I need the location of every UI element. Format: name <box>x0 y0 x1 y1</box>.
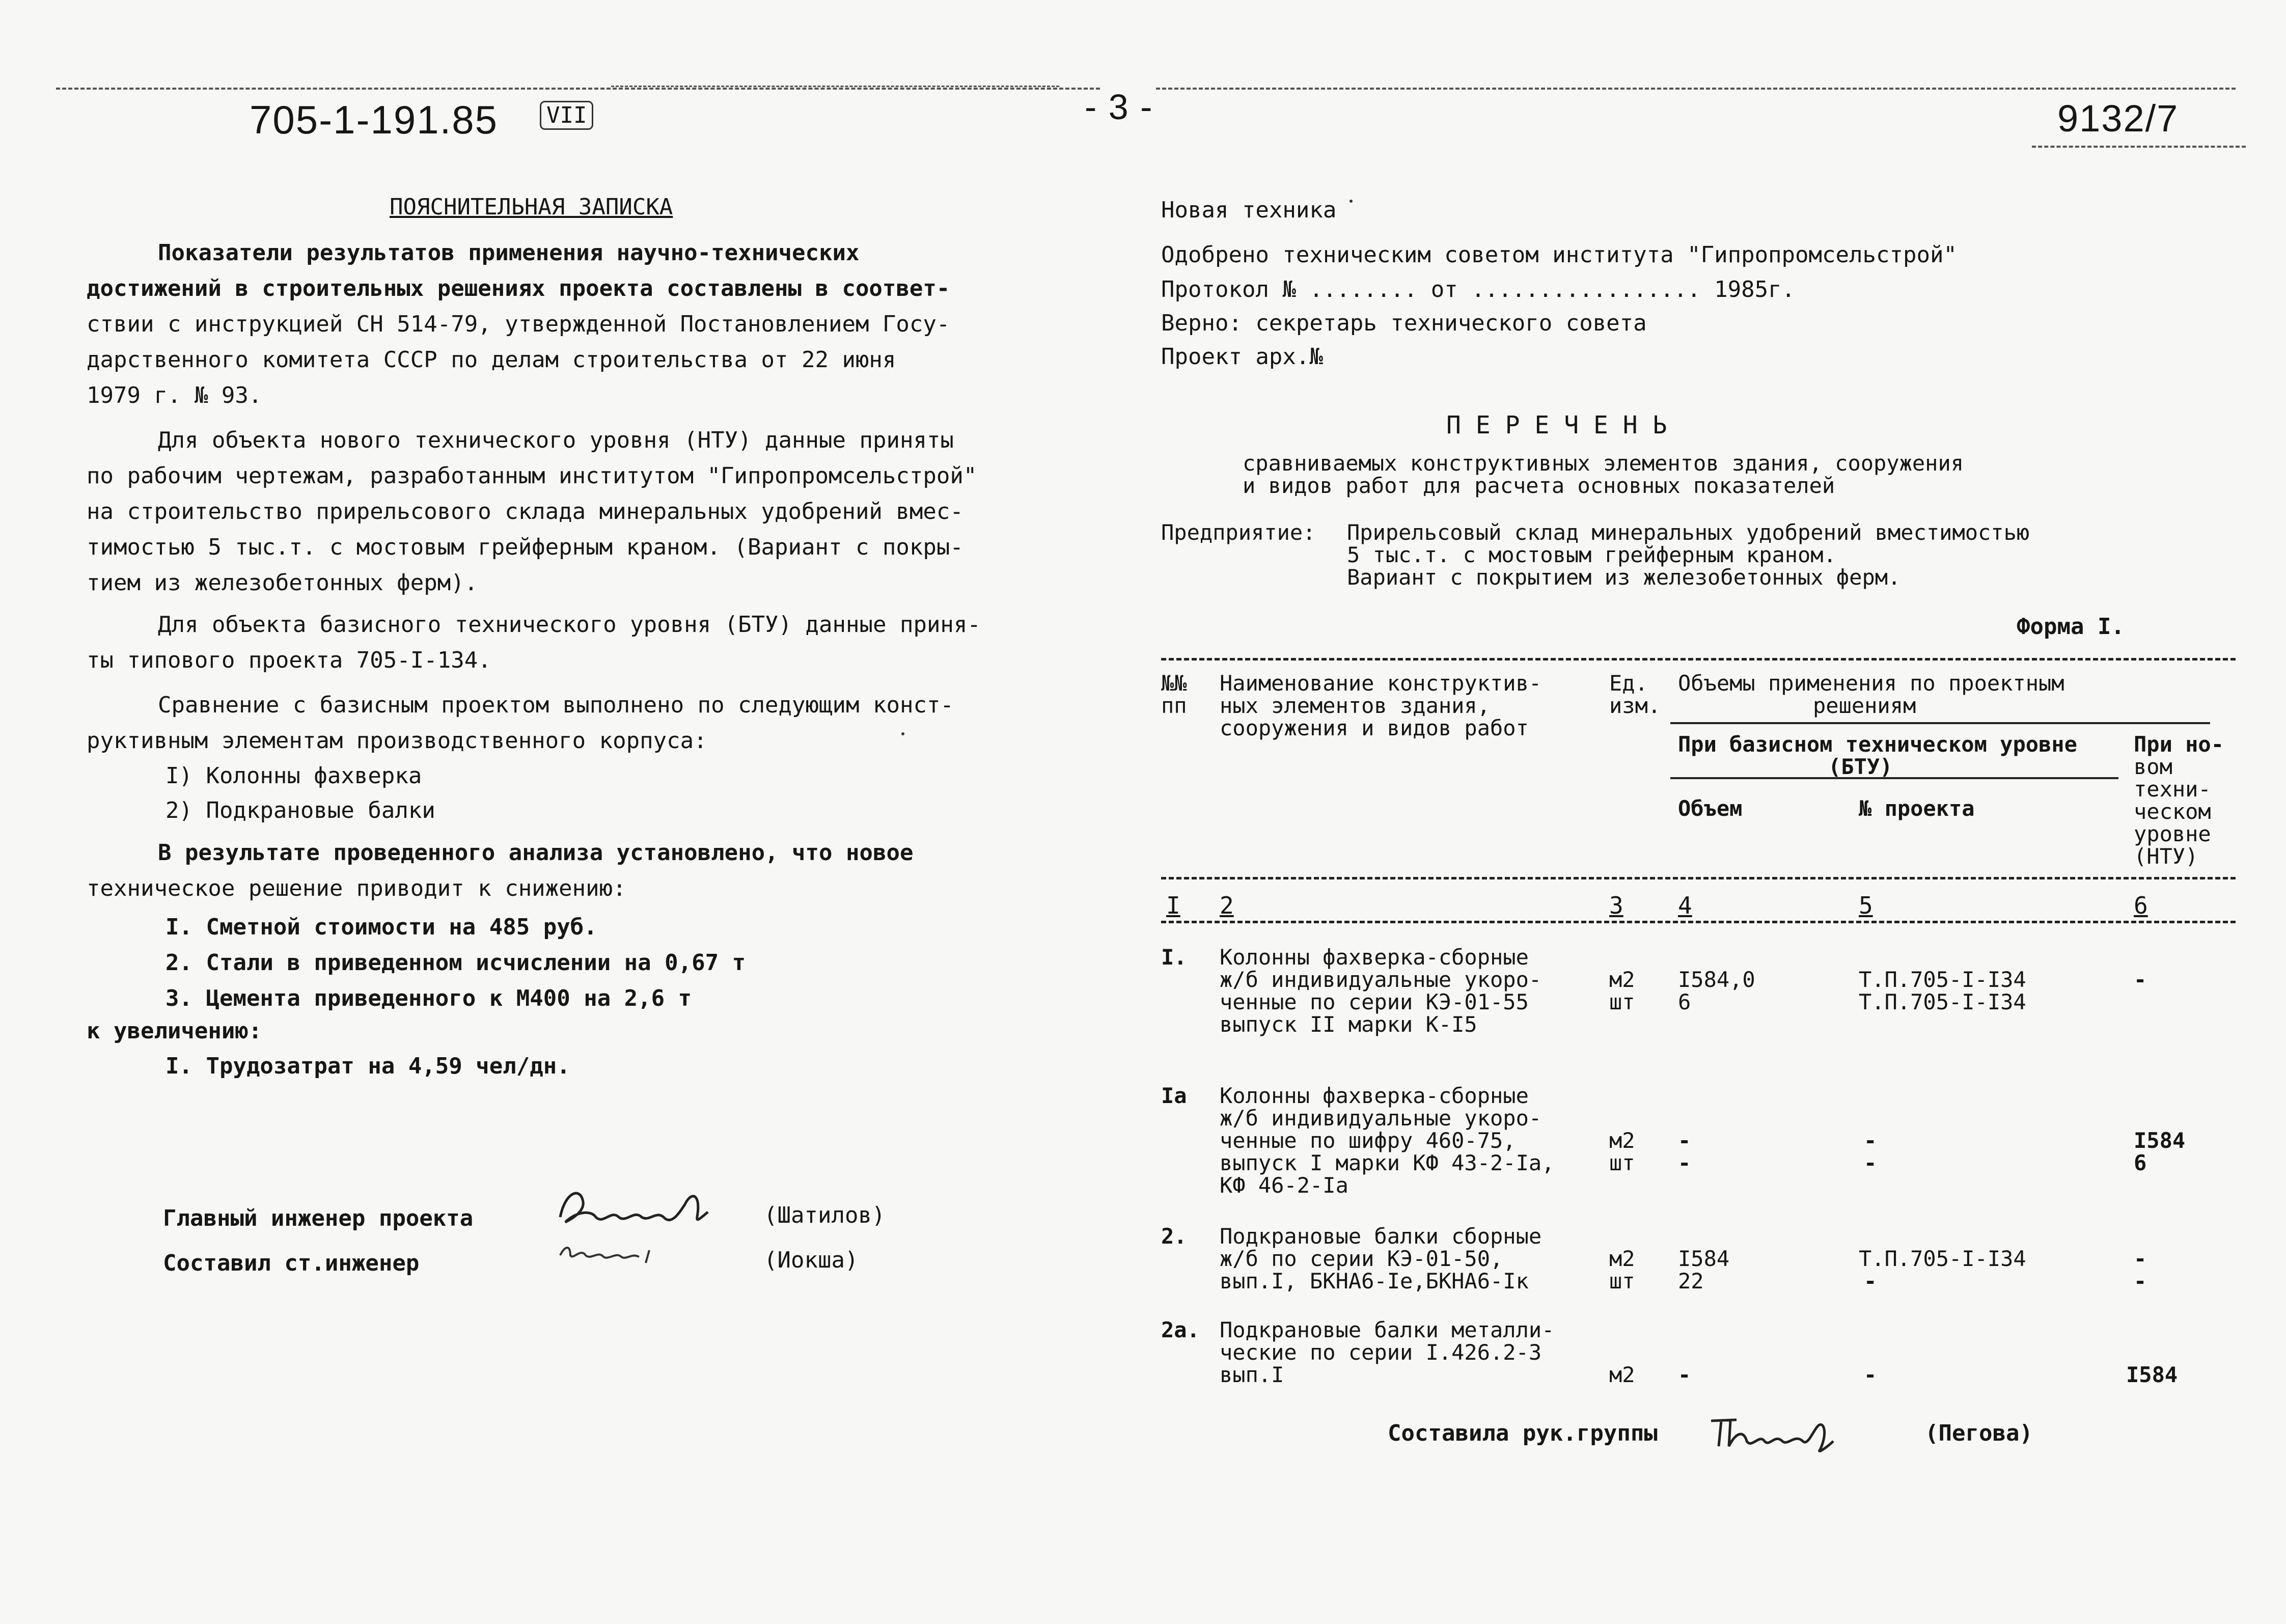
reduction-item-3: 3. Цемента приведенного к М400 на 2,6 т <box>166 985 692 1011</box>
row-num: 2а. <box>1161 1317 1200 1342</box>
list-subtitle-1: сравниваемых конструктивных элементов здания, сооружения <box>1243 451 1964 476</box>
header-rule-top <box>611 86 1059 87</box>
column-number-3: 3 <box>1609 892 1623 919</box>
btu-rule <box>1670 777 2118 779</box>
row-project: Т.П.705-I-I34 <box>1859 989 2026 1014</box>
row-name-line: выпуск I марки КФ 43-2-Iа, <box>1220 1150 1555 1175</box>
row-name-line: ж/б индивидуальные укоро- <box>1220 967 1542 992</box>
handwritten-signature-icon <box>1706 1411 1838 1456</box>
volumes-rule <box>1670 722 2210 724</box>
row-unit: м2 <box>1609 1128 1635 1153</box>
row-num: 2. <box>1161 1224 1187 1249</box>
header-name-2: ных элементов здания, <box>1220 693 1491 718</box>
reduction-item-2: 2. Стали в приведенном исчислении на 0,67 т <box>166 950 746 976</box>
column-number-5: 5 <box>1859 892 1873 919</box>
row-volume: I584,0 <box>1678 967 1755 992</box>
approval-line-3: Верно: секретарь технического совета <box>1161 310 1647 336</box>
header-rule-left <box>56 88 1100 90</box>
row-volume: 6 <box>1678 989 1691 1014</box>
row-name-line: выпуск II марки К-I5 <box>1220 1012 1477 1037</box>
row-volume: 22 <box>1678 1269 1704 1293</box>
signature-name-2: (Иокша) <box>764 1247 859 1273</box>
row-volume: I584 <box>1678 1246 1730 1271</box>
header-num-2: пп <box>1161 693 1187 718</box>
table-top-rule <box>1161 658 2236 660</box>
increase-label: к увеличению: <box>87 1018 262 1044</box>
header-project: № проекта <box>1859 796 1975 821</box>
compiler-role: Составила рук.группы <box>1388 1420 1658 1446</box>
approval-line-4: Проект арх.№ <box>1161 344 1323 370</box>
row-name-line: ченные по серии КЭ-01-55 <box>1220 989 1529 1014</box>
para4-line: Сравнение с базисным проектом выполнено по следующим конст- <box>158 692 954 718</box>
para5-line: В результате проведенного анализа установлено, что новое <box>158 840 914 866</box>
document-code: 705-1-191.85 <box>250 97 499 142</box>
row-name-line: вып.I, БКНА6-Iе,БКНА6-Iк <box>1220 1269 1529 1293</box>
column-numbers-rule <box>1161 921 2236 923</box>
header-volumes-2: решениям <box>1813 693 1916 718</box>
para2-line: на строительство прирельсового склада минеральных удобрений вмес- <box>87 499 963 525</box>
header-volume: Объем <box>1678 796 1743 821</box>
column-number-1: I <box>1166 892 1180 919</box>
row-name-line: ж/б по серии КЭ-01-50, <box>1220 1246 1503 1271</box>
increase-item-1: I. Трудозатрат на 4,59 чел/дн. <box>166 1053 570 1079</box>
reduction-item-1: I. Сметной стоимости на 485 руб. <box>166 914 597 940</box>
header-ntu-3: техни- <box>2134 777 2211 802</box>
row-name-line: ж/б индивидуальные укоро- <box>1220 1106 1542 1131</box>
header-name-3: сооружения и видов работ <box>1220 715 1529 740</box>
paragraph-4 <box>87 687 1039 759</box>
row-project: - <box>1864 1362 1877 1387</box>
column-number-2: 2 <box>1220 892 1234 919</box>
row-ntu: - <box>2134 1269 2147 1293</box>
column-number-6: 6 <box>2134 892 2148 919</box>
para2-line: тием из железобетонных ферм). <box>87 570 478 596</box>
header-volumes-1: Объемы применения по проектным <box>1678 671 2064 696</box>
row-project: Т.П.705-I-I34 <box>1859 967 2026 992</box>
para1-line: достижений в строительных решениях проекта составлены в соответ- <box>87 276 950 301</box>
compiler-name: (Пегова) <box>1925 1420 2033 1446</box>
enterprise-line-2: 5 тыс.т. с мостовым грейферным краном. <box>1347 542 1836 567</box>
page-number: - 3 - <box>1085 87 1153 127</box>
row-name-line: ческие по серии I.426.2-3 <box>1220 1340 1542 1365</box>
handwritten-signature-icon <box>555 1181 718 1237</box>
header-ntu-2: вом <box>2134 754 2172 779</box>
para4-line: руктивным элементам производственного корпуса: <box>87 728 707 754</box>
row-project: - <box>1864 1150 1877 1175</box>
paragraph-1 <box>87 235 1039 414</box>
row-unit: шт <box>1609 1269 1635 1293</box>
row-unit: шт <box>1609 989 1635 1014</box>
header-btu-1: При базисном техническом уровне <box>1678 732 2077 757</box>
row-name-line: вып.I <box>1220 1362 1284 1387</box>
list-title: П Е Р Е Ч Е Н Ь <box>1446 411 1667 439</box>
header-num-1: №№ <box>1161 671 1187 696</box>
row-project: - <box>1864 1269 1877 1293</box>
row-volume: - <box>1678 1362 1691 1387</box>
para1-line: 1979 г. № 93. <box>87 382 262 408</box>
stamp-mark <box>540 101 593 130</box>
row-ntu: I584 <box>2126 1362 2178 1387</box>
header-ntu-1: При но- <box>2134 732 2224 757</box>
table-header-bottom-rule <box>1161 877 2236 879</box>
element-item-2: 2) Подкрановые балки <box>166 797 435 823</box>
header-ntu-6: (НТУ) <box>2134 844 2198 869</box>
header-name-1: Наименование конструктив- <box>1220 671 1542 696</box>
row-ntu: - <box>2134 1246 2147 1271</box>
paragraph-5 <box>87 835 1039 906</box>
para1-line: ствии с инструкцией СН 514-79, утвержденной Постановлением Госу- <box>87 311 950 337</box>
row-unit: м2 <box>1609 1362 1635 1387</box>
signature-name-1: (Шатилов) <box>764 1202 886 1228</box>
list-subtitle-2: и видов работ для расчета основных показателей <box>1243 473 1835 498</box>
row-project: Т.П.705-I-I34 <box>1859 1246 2026 1271</box>
header-unit-2: изм. <box>1609 693 1661 718</box>
para2-line: Для объекта нового технического уровня (НТУ) данные приняты <box>158 427 954 453</box>
row-ntu: - <box>2134 967 2147 992</box>
column-number-4: 4 <box>1678 892 1692 919</box>
row-unit: м2 <box>1609 1246 1635 1271</box>
signature-role-2: Составил ст.инженер <box>163 1250 420 1276</box>
header-unit-1: Ед. <box>1609 671 1648 696</box>
signature-role-1: Главный инженер проекта <box>163 1205 474 1231</box>
row-project: - <box>1864 1128 1877 1153</box>
para3-line: ты типового проекта 705-I-134. <box>87 647 491 673</box>
enterprise-label: Предприятие: <box>1161 520 1316 545</box>
stamp-label: VII <box>540 101 593 130</box>
handwritten-initials-icon <box>555 1237 667 1268</box>
archive-number: 9132/7 <box>2057 97 2179 140</box>
form-label: Форма I. <box>2017 614 2125 640</box>
row-ntu: 6 <box>2134 1150 2147 1175</box>
para5-line: техническое решение приводит к снижению: <box>87 875 626 901</box>
approval-line-2: Протокол № ........ от ................. 1985г. <box>1161 277 1796 302</box>
signature-scribble-2 <box>555 1237 667 1270</box>
enterprise-line-1: Прирельсовый склад минеральных удобрений вместимостью <box>1347 520 2030 545</box>
approval-line-1: Одобрено техническим советом института "Гипропромсельстрой" <box>1161 242 1957 268</box>
explanatory-note-title: ПОЯСНИТЕЛЬНАЯ ЗАПИСКА <box>390 194 673 220</box>
element-item-1: I) Колонны фахверка <box>166 763 422 789</box>
row-volume: - <box>1678 1150 1691 1175</box>
new-tech-label: Новая техника <box>1161 197 1337 223</box>
para1-line: Показатели результатов применения научно-технических <box>158 240 860 266</box>
row-name-line: Подкрановые балки металли- <box>1220 1317 1555 1342</box>
scan-speck <box>1349 200 1353 203</box>
row-name-line: Колонны фахверка-сборные <box>1220 945 1529 970</box>
row-name-line: Колонны фахверка-сборные <box>1220 1083 1529 1108</box>
scan-speck <box>901 732 904 735</box>
row-num: Iа <box>1161 1083 1187 1108</box>
row-name-line: Подкрановые балки сборные <box>1220 1224 1542 1249</box>
paragraph-2 <box>87 423 1039 601</box>
header-btu-2: (БТУ) <box>1828 754 1893 779</box>
paragraph-3 <box>87 607 1039 678</box>
row-unit: м2 <box>1609 967 1635 992</box>
para3-line: Для объекта базисного технического уровня (БТУ) данные приня- <box>158 612 981 638</box>
para2-line: по рабочим чертежам, разработанным институтом "Гипропромсельстрой" <box>87 463 977 489</box>
row-name-line: КФ 46-2-Iа <box>1220 1173 1348 1198</box>
enterprise-line-3: Вариант с покрытием из железобетонных ферм. <box>1347 565 1901 590</box>
signature-scribble-1 <box>555 1181 718 1246</box>
row-unit: шт <box>1609 1150 1635 1175</box>
row-name-line: ченные по шифру 460-75, <box>1220 1128 1516 1153</box>
para1-line: дарственного комитета СССР по делам строительства от 22 июня <box>87 347 896 373</box>
compiler-signature <box>1706 1411 1838 1458</box>
row-volume: - <box>1678 1128 1691 1153</box>
header-rule-archive <box>2032 146 2246 148</box>
para2-line: тимостью 5 тыс.т. с мостовым грейферным краном. (Вариант с покры- <box>87 534 963 560</box>
header-ntu-5: уровне <box>2134 821 2211 846</box>
row-num: I. <box>1161 945 1187 970</box>
header-rule-right <box>1156 88 2236 90</box>
row-ntu: I584 <box>2134 1128 2186 1153</box>
header-ntu-4: ческом <box>2134 799 2211 824</box>
